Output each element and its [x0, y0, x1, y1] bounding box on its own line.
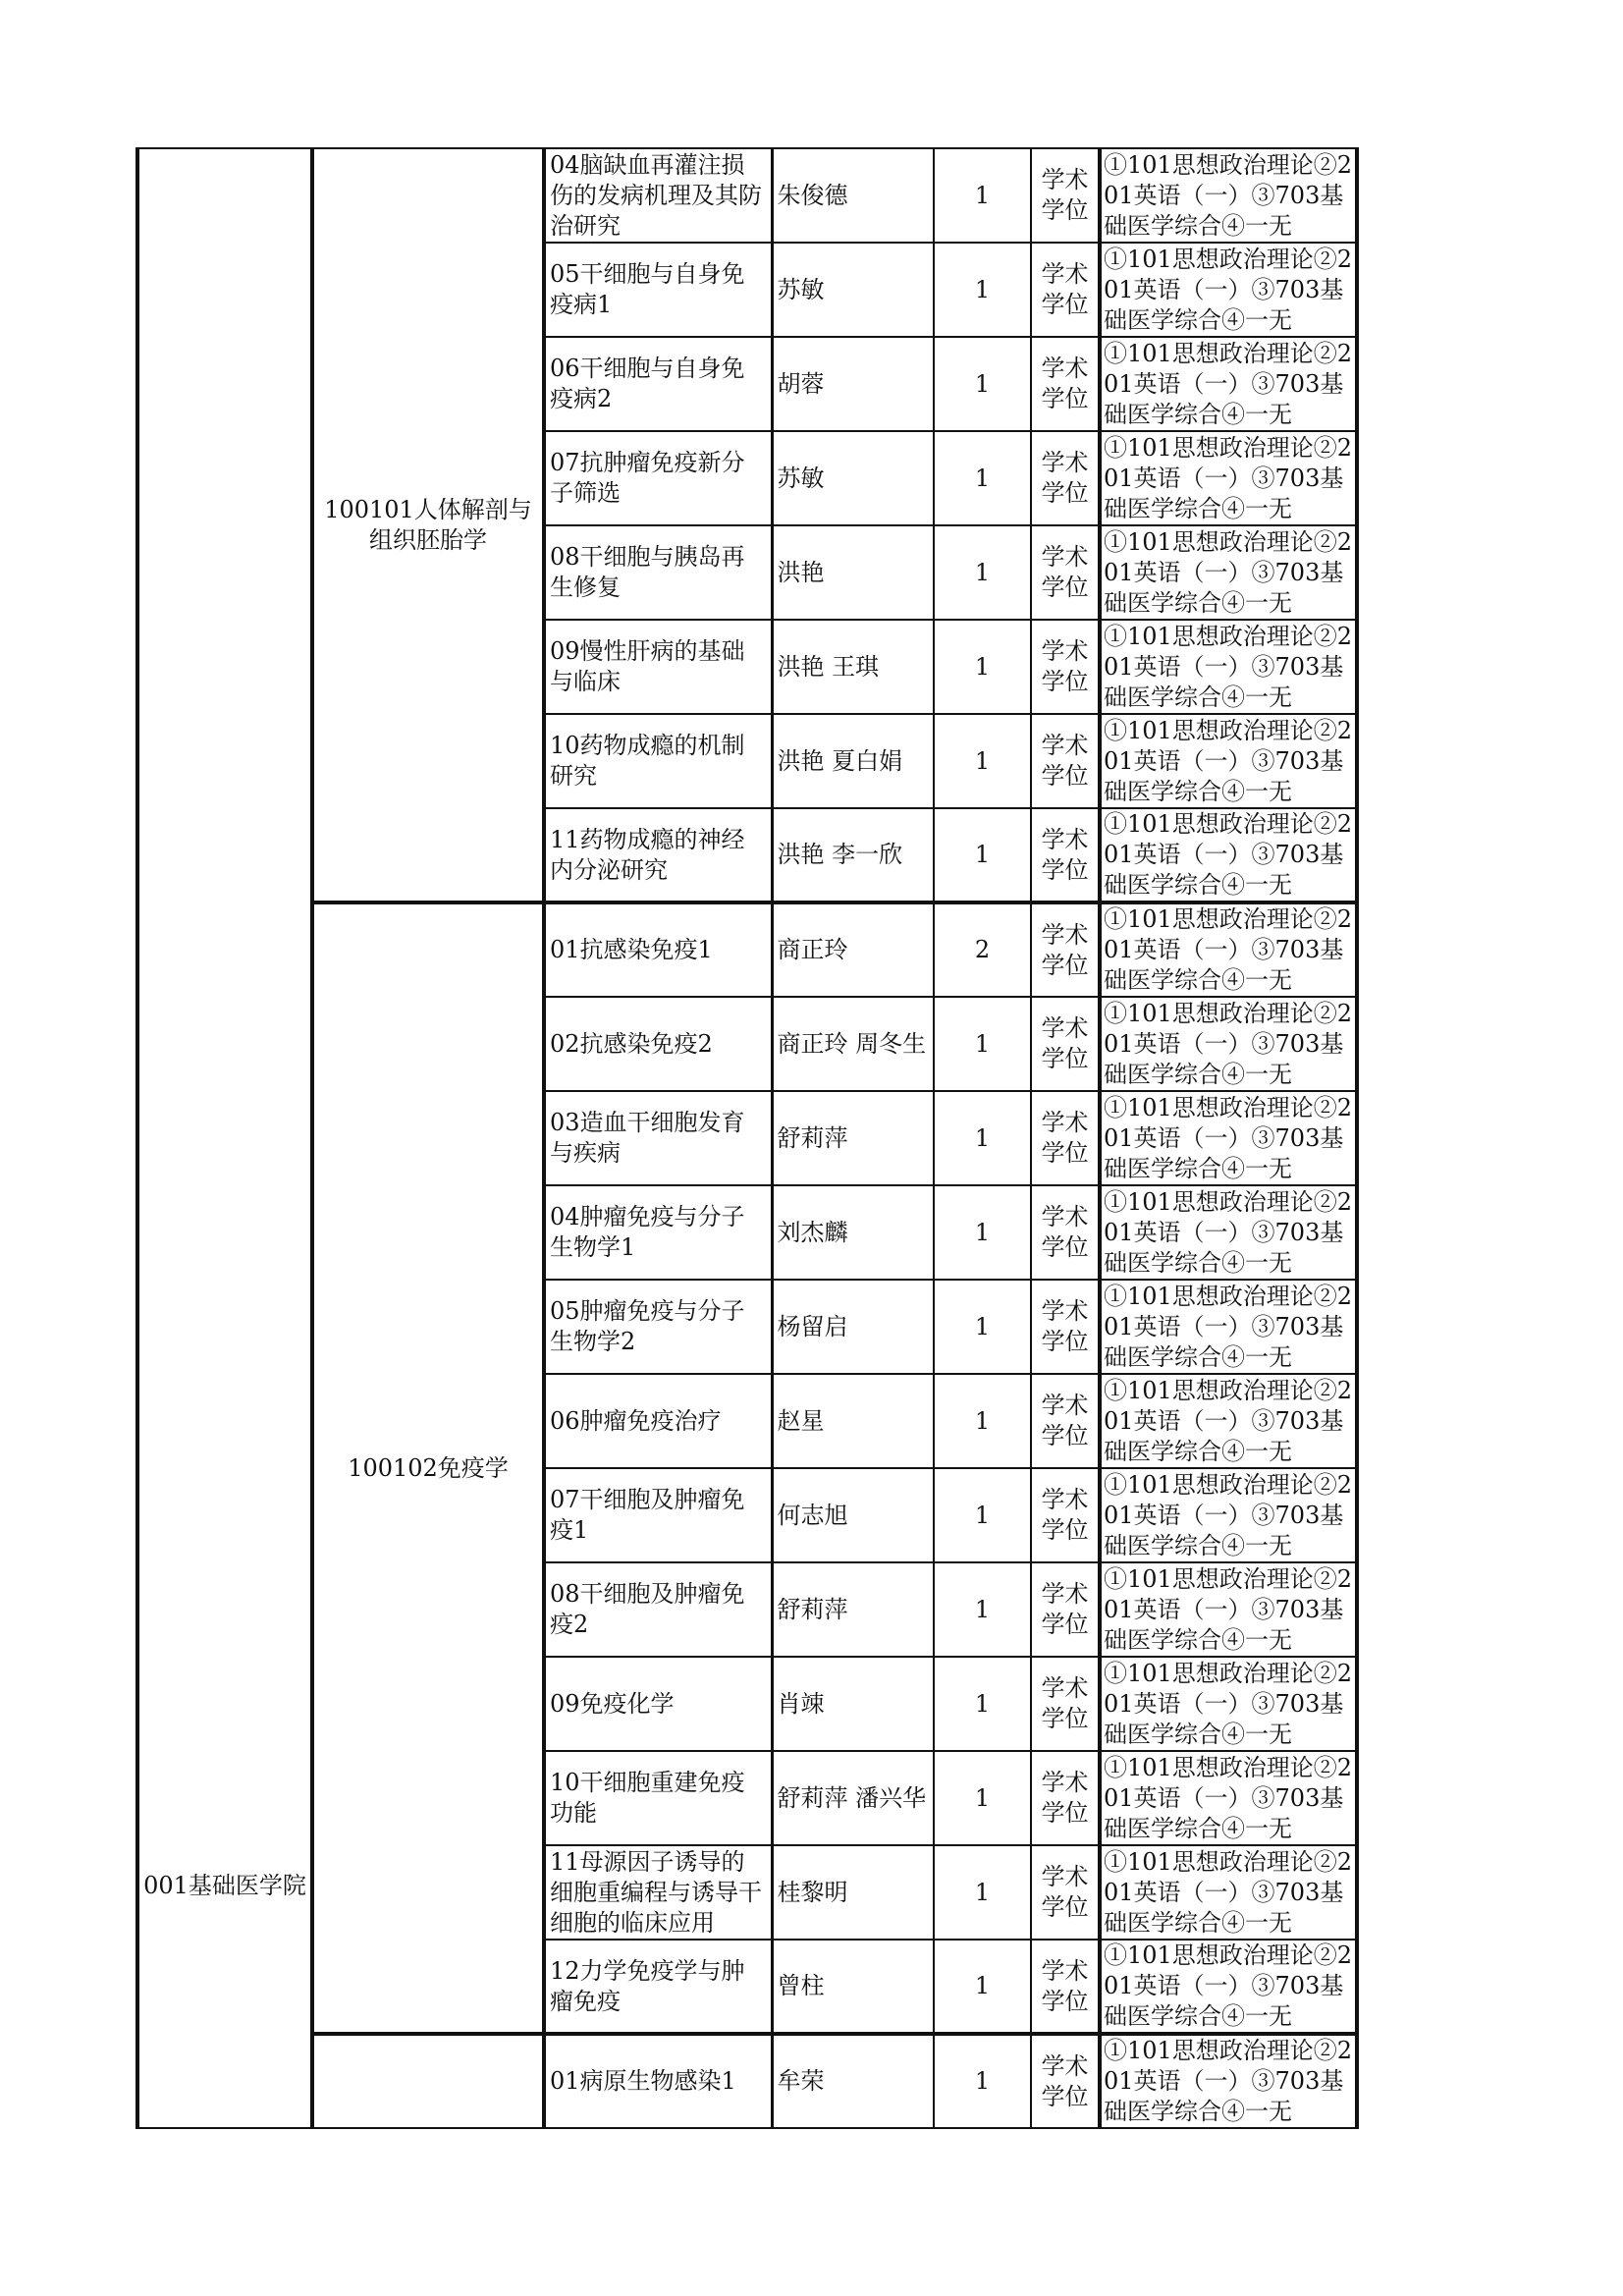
degree-type: 学术学位 [1041, 1203, 1089, 1261]
enrollment-quota: 1 [974, 1218, 991, 1246]
enrollment-quota-cell [934, 1940, 1031, 2034]
supervisor-name: 赵星 [777, 1406, 825, 1435]
exam-subjects: ①101思想政治理论②201英语（一）③703基础医学综合④一无 [1104, 810, 1353, 899]
enrollment-quota: 1 [974, 275, 991, 303]
exam-subjects-cell [1100, 1374, 1357, 1468]
supervisor-name-cell [772, 1468, 934, 1562]
degree-type: 学术学位 [1041, 1863, 1089, 1921]
supervisor-name: 苏敏 [777, 464, 825, 492]
research-direction: 08干细胞与胰岛再生修复 [550, 543, 745, 601]
table-row [137, 2034, 1357, 2128]
degree-type-cell [1031, 902, 1100, 997]
enrollment-quota-cell [934, 148, 1031, 243]
research-direction-cell [544, 808, 772, 902]
enrollment-quota: 1 [974, 841, 991, 868]
exam-subjects-cell [1100, 808, 1357, 902]
supervisor-name-cell [772, 431, 934, 525]
supervisor-name: 桂黎明 [777, 1878, 848, 1906]
research-direction: 04肿瘤免疫与分子生物学1 [550, 1203, 745, 1261]
exam-subjects: ①101思想政治理论②201英语（一）③703基础医学综合④一无 [1104, 622, 1353, 711]
degree-type-cell [1031, 1562, 1100, 1657]
supervisor-name-cell [772, 714, 934, 808]
table-body [137, 148, 1357, 2128]
enrollment-quota: 1 [974, 1123, 991, 1152]
exam-subjects: ①101思想政治理论②201英语（一）③703基础医学综合④一无 [1104, 1187, 1353, 1277]
research-direction-cell [544, 2034, 772, 2128]
enrollment-quota: 1 [974, 652, 991, 681]
enrollment-quota-cell [934, 1280, 1031, 1374]
degree-type: 学术学位 [1041, 1392, 1089, 1449]
major-cell [312, 2034, 544, 2128]
enrollment-quota-cell [934, 431, 1031, 525]
research-direction-cell [544, 1751, 772, 1845]
degree-type: 学术学位 [1041, 1014, 1089, 1072]
exam-subjects-cell [1100, 243, 1357, 337]
exam-subjects: ①101思想政治理论②201英语（一）③703基础医学综合④一无 [1104, 1376, 1353, 1465]
enrollment-quota: 1 [974, 369, 991, 398]
exam-subjects-cell [1100, 1845, 1357, 1940]
supervisor-name: 杨留启 [777, 1312, 848, 1340]
enrollment-quota: 1 [974, 1689, 991, 1718]
exam-subjects-cell [1100, 1280, 1357, 1374]
major-name: 100102免疫学 [348, 1453, 509, 1482]
degree-type: 学术学位 [1041, 355, 1089, 412]
degree-type-cell [1031, 337, 1100, 431]
college-name: 001基础医学院 [143, 1872, 306, 1899]
degree-type-cell [1031, 1280, 1100, 1374]
exam-subjects-cell [1100, 1751, 1357, 1845]
enrollment-quota: 1 [974, 464, 991, 492]
supervisor-name-cell [772, 1185, 934, 1280]
supervisor-name-cell [772, 1845, 934, 1940]
enrollment-quota-cell [934, 243, 1031, 337]
exam-subjects-cell [1100, 1185, 1357, 1280]
degree-type-cell [1031, 714, 1100, 808]
major-name: 100101人体解剖与组织胚胎学 [324, 495, 532, 554]
supervisor-name: 舒莉萍 [777, 1595, 848, 1623]
exam-subjects-cell [1100, 620, 1357, 714]
degree-type-cell [1031, 1185, 1100, 1280]
enrollment-quota: 1 [974, 2067, 991, 2095]
research-direction: 06肿瘤免疫治疗 [550, 1406, 722, 1435]
degree-type: 学术学位 [1041, 2051, 1089, 2110]
exam-subjects-cell [1100, 902, 1357, 997]
supervisor-name-cell [772, 997, 934, 1091]
enrollment-quota-cell [934, 714, 1031, 808]
exam-subjects: ①101思想政治理论②201英语（一）③703基础医学综合④一无 [1104, 1564, 1353, 1654]
enrollment-quota: 1 [974, 746, 991, 775]
enrollment-quota-cell [934, 620, 1031, 714]
research-direction-cell [544, 1280, 772, 1374]
degree-type: 学术学位 [1041, 543, 1089, 601]
supervisor-name-cell [772, 1751, 934, 1845]
degree-type-cell [1031, 1657, 1100, 1751]
research-direction: 02抗感染免疫2 [550, 1029, 713, 1058]
enrollment-quota: 1 [974, 1029, 991, 1058]
supervisor-name: 苏敏 [777, 275, 825, 303]
enrollment-quota-cell [934, 1468, 1031, 1562]
exam-subjects: ①101思想政治理论②201英语（一）③703基础医学综合④一无 [1104, 245, 1353, 334]
supervisor-name-cell [772, 808, 934, 902]
degree-type: 学术学位 [1041, 637, 1089, 695]
research-direction: 07抗肿瘤免疫新分子筛选 [550, 449, 745, 507]
research-direction: 01病原生物感染1 [550, 2067, 736, 2095]
degree-type-cell [1031, 1374, 1100, 1468]
exam-subjects: ①101思想政治理论②201英语（一）③703基础医学综合④一无 [1104, 527, 1353, 617]
research-direction-cell [544, 1468, 772, 1562]
research-direction: 09免疫化学 [550, 1689, 675, 1718]
degree-type-cell [1031, 808, 1100, 902]
enrollment-quota-cell [934, 1091, 1031, 1185]
major-cell [312, 148, 544, 902]
supervisor-name: 肖竦 [777, 1689, 825, 1718]
supervisor-name-cell [772, 902, 934, 997]
degree-type: 学术学位 [1041, 825, 1089, 884]
exam-subjects: ①101思想政治理论②201英语（一）③703基础医学综合④一无 [1104, 905, 1353, 994]
degree-type-cell [1031, 431, 1100, 525]
enrollment-quota-cell [934, 337, 1031, 431]
degree-type-cell [1031, 1468, 1100, 1562]
exam-subjects-cell [1100, 1562, 1357, 1657]
research-direction-cell [544, 431, 772, 525]
enrollment-quota: 1 [974, 1595, 991, 1623]
supervisor-name: 洪艳 [777, 558, 825, 586]
supervisor-name: 何志旭 [777, 1501, 848, 1529]
enrollment-quota-cell [934, 902, 1031, 997]
enrollment-quota: 1 [974, 1312, 991, 1340]
degree-type-cell [1031, 1751, 1100, 1845]
degree-type: 学术学位 [1041, 1486, 1089, 1544]
research-direction-cell [544, 337, 772, 431]
enrollment-quota-cell [934, 1374, 1031, 1468]
degree-type: 学术学位 [1041, 1956, 1089, 2015]
supervisor-name-cell [772, 337, 934, 431]
degree-type: 学术学位 [1041, 260, 1089, 318]
research-direction: 03造血干细胞发育与疾病 [550, 1109, 745, 1167]
research-direction-cell [544, 1091, 772, 1185]
supervisor-name: 牟荣 [777, 2067, 825, 2095]
enrollment-quota-cell [934, 1845, 1031, 1940]
degree-type-cell [1031, 525, 1100, 620]
exam-subjects-cell [1100, 714, 1357, 808]
supervisor-name: 刘杰麟 [777, 1218, 848, 1246]
research-direction: 04脑缺血再灌注损伤的发病机理及其防治研究 [550, 150, 762, 240]
table-row [137, 148, 1357, 243]
exam-subjects-cell [1100, 997, 1357, 1091]
exam-subjects: ①101思想政治理论②201英语（一）③703基础医学综合④一无 [1104, 1282, 1353, 1371]
supervisor-name-cell [772, 1657, 934, 1751]
admissions-table [135, 147, 1359, 2129]
research-direction-cell [544, 1374, 772, 1468]
supervisor-name-cell [772, 1374, 934, 1468]
exam-subjects: ①101思想政治理论②201英语（一）③703基础医学综合④一无 [1104, 1847, 1353, 1937]
degree-type: 学术学位 [1041, 1297, 1089, 1355]
degree-type-cell [1031, 1091, 1100, 1185]
research-direction-cell [544, 620, 772, 714]
supervisor-name-cell [772, 2034, 934, 2128]
supervisor-name: 洪艳 王琪 [777, 652, 880, 681]
research-direction-cell [544, 1940, 772, 2034]
enrollment-quota-cell [934, 525, 1031, 620]
enrollment-quota: 1 [974, 181, 991, 209]
exam-subjects: ①101思想政治理论②201英语（一）③703基础医学综合④一无 [1104, 1659, 1353, 1748]
degree-type: 学术学位 [1041, 1674, 1089, 1732]
research-direction: 05干细胞与自身免疫病1 [550, 260, 745, 318]
enrollment-quota-cell [934, 1657, 1031, 1751]
supervisor-name-cell [772, 148, 934, 243]
degree-type-cell [1031, 1845, 1100, 1940]
research-direction: 12力学免疫学与肿瘤免疫 [550, 1956, 745, 2015]
enrollment-quota-cell [934, 2034, 1031, 2128]
research-direction: 09慢性肝病的基础与临床 [550, 637, 745, 695]
enrollment-quota: 1 [974, 558, 991, 586]
enrollment-quota: 1 [974, 1783, 991, 1812]
research-direction-cell [544, 997, 772, 1091]
degree-type-cell [1031, 1940, 1100, 2034]
enrollment-quota-cell [934, 997, 1031, 1091]
research-direction-cell [544, 1845, 772, 1940]
degree-type: 学术学位 [1041, 1769, 1089, 1827]
enrollment-quota-cell [934, 808, 1031, 902]
research-direction: 05肿瘤免疫与分子生物学2 [550, 1297, 745, 1355]
research-direction: 06干细胞与自身免疫病2 [550, 355, 745, 412]
degree-type: 学术学位 [1041, 1109, 1089, 1167]
supervisor-name: 舒莉萍 [777, 1123, 848, 1152]
enrollment-quota: 1 [974, 1406, 991, 1435]
exam-subjects: ①101思想政治理论②201英语（一）③703基础医学综合④一无 [1104, 433, 1353, 522]
research-direction: 11药物成瘾的神经内分泌研究 [550, 825, 745, 884]
supervisor-name: 洪艳 夏白娟 [777, 746, 903, 775]
exam-subjects: ①101思想政治理论②201英语（一）③703基础医学综合④一无 [1104, 1093, 1353, 1182]
exam-subjects-cell [1100, 148, 1357, 243]
exam-subjects-cell [1100, 525, 1357, 620]
enrollment-quota: 1 [974, 1501, 991, 1529]
degree-type-cell [1031, 2034, 1100, 2128]
research-direction: 01抗感染免疫1 [550, 936, 713, 963]
supervisor-name: 洪艳 李一欣 [777, 841, 903, 868]
degree-type-cell [1031, 243, 1100, 337]
exam-subjects: ①101思想政治理论②201英语（一）③703基础医学综合④一无 [1104, 2037, 1353, 2125]
enrollment-quota: 1 [974, 1972, 991, 1999]
enrollment-quota-cell [934, 1185, 1031, 1280]
exam-subjects-cell [1100, 431, 1357, 525]
exam-subjects: ①101思想政治理论②201英语（一）③703基础医学综合④一无 [1104, 150, 1353, 240]
degree-type: 学术学位 [1041, 166, 1089, 224]
research-direction: 08干细胞及肿瘤免疫2 [550, 1580, 745, 1638]
research-direction: 10药物成瘾的机制研究 [550, 732, 745, 790]
supervisor-name: 商正玲 周冬生 [777, 1029, 927, 1058]
research-direction-cell [544, 1657, 772, 1751]
research-direction-cell [544, 902, 772, 997]
degree-type-cell [1031, 620, 1100, 714]
supervisor-name-cell [772, 525, 934, 620]
supervisor-name: 舒莉萍 潘兴华 [777, 1783, 927, 1812]
table-row [137, 902, 1357, 997]
exam-subjects: ①101思想政治理论②201英语（一）③703基础医学综合④一无 [1104, 716, 1353, 805]
research-direction-cell [544, 243, 772, 337]
research-direction-cell [544, 1185, 772, 1280]
college-cell [137, 148, 312, 2128]
degree-type: 学术学位 [1041, 1580, 1089, 1638]
research-direction: 10干细胞重建免疫功能 [550, 1769, 745, 1827]
supervisor-name: 胡蓉 [777, 369, 825, 398]
enrollment-quota-cell [934, 1562, 1031, 1657]
supervisor-name-cell [772, 1091, 934, 1185]
degree-type-cell [1031, 148, 1100, 243]
enrollment-quota-cell [934, 1751, 1031, 1845]
research-direction-cell [544, 525, 772, 620]
supervisor-name-cell [772, 1562, 934, 1657]
exam-subjects: ①101思想政治理论②201英语（一）③703基础医学综合④一无 [1104, 1753, 1353, 1842]
degree-type: 学术学位 [1041, 449, 1089, 507]
research-direction-cell [544, 714, 772, 808]
exam-subjects-cell [1100, 2034, 1357, 2128]
supervisor-name-cell [772, 620, 934, 714]
supervisor-name-cell [772, 243, 934, 337]
exam-subjects: ①101思想政治理论②201英语（一）③703基础医学综合④一无 [1104, 999, 1353, 1088]
enrollment-quota: 1 [974, 1878, 991, 1906]
research-direction-cell [544, 1562, 772, 1657]
supervisor-name: 曾柱 [777, 1972, 825, 1999]
degree-type: 学术学位 [1041, 920, 1089, 979]
exam-subjects-cell [1100, 1940, 1357, 2034]
supervisor-name-cell [772, 1940, 934, 2034]
exam-subjects: ①101思想政治理论②201英语（一）③703基础医学综合④一无 [1104, 1470, 1353, 1559]
exam-subjects-cell [1100, 337, 1357, 431]
supervisor-name: 商正玲 [777, 936, 848, 963]
exam-subjects-cell [1100, 1657, 1357, 1751]
enrollment-quota: 2 [974, 936, 991, 963]
exam-subjects-cell [1100, 1468, 1357, 1562]
exam-subjects: ①101思想政治理论②201英语（一）③703基础医学综合④一无 [1104, 339, 1353, 428]
major-cell [312, 902, 544, 2034]
research-direction: 11母源因子诱导的细胞重编程与诱导干细胞的临床应用 [550, 1847, 762, 1937]
supervisor-name-cell [772, 1280, 934, 1374]
exam-subjects: ①101思想政治理论②201英语（一）③703基础医学综合④一无 [1104, 1941, 1353, 2030]
degree-type: 学术学位 [1041, 732, 1089, 790]
research-direction: 07干细胞及肿瘤免疫1 [550, 1486, 745, 1544]
degree-type-cell [1031, 997, 1100, 1091]
exam-subjects-cell [1100, 1091, 1357, 1185]
supervisor-name: 朱俊德 [777, 181, 848, 209]
research-direction-cell [544, 148, 772, 243]
